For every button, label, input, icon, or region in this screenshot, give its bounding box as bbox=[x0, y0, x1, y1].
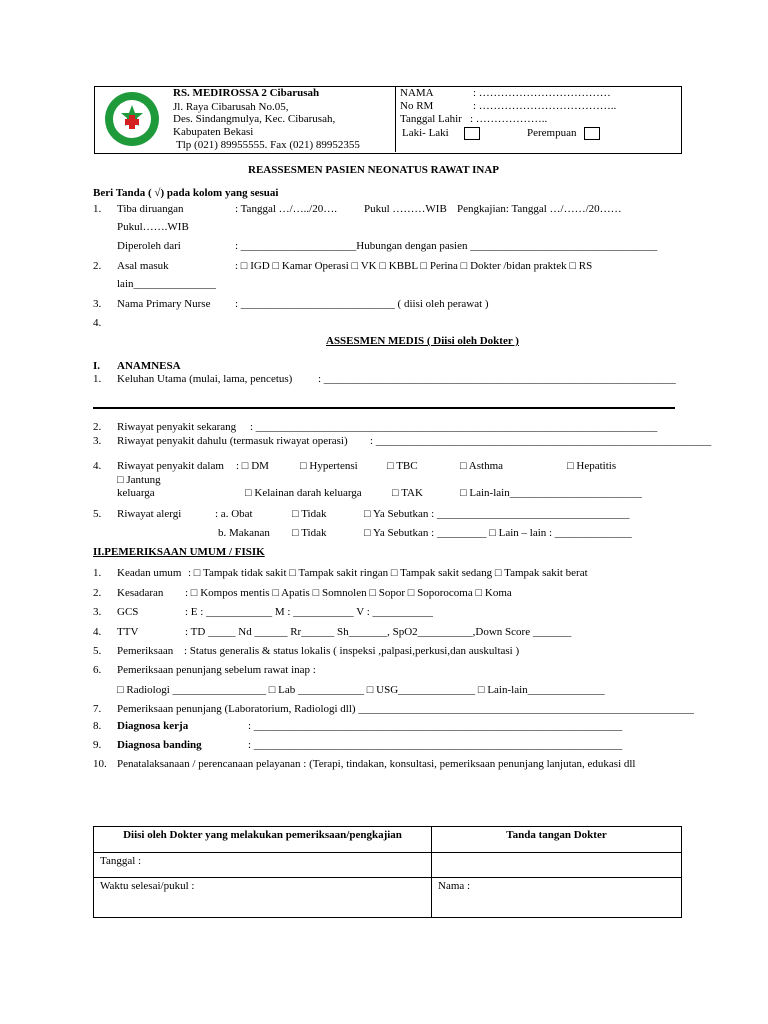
option-tak[interactable]: □ TAK bbox=[392, 487, 423, 499]
option-tbc[interactable]: □ TBC bbox=[387, 460, 418, 472]
tiba-pukul-field[interactable]: Pukul ………WIB bbox=[364, 203, 447, 215]
no-rm-field[interactable]: : ……………………………….. bbox=[473, 100, 617, 112]
sex-male-checkbox[interactable] bbox=[464, 127, 480, 140]
asal-masuk-lain-field[interactable]: lain_______________ bbox=[117, 278, 216, 290]
keluhan-utama-field[interactable]: : ________________________________________________________________ bbox=[318, 373, 676, 385]
riwayat-dalam-label: Riwayat penyakit dalam bbox=[117, 460, 224, 472]
pengkajian-pukul-field[interactable]: Pukul…….WIB bbox=[117, 221, 189, 233]
ttv-label: TTV bbox=[117, 626, 139, 638]
primary-nurse-label: Nama Primary Nurse bbox=[117, 298, 211, 310]
diagnosa-banding-label: Diagnosa banding bbox=[117, 739, 202, 751]
item-number: 10. bbox=[93, 758, 107, 770]
option-jantung[interactable]: □ Jantung bbox=[117, 474, 161, 486]
hospital-name: RS. MEDIROSSA 2 Cibarusah bbox=[173, 87, 320, 99]
item-number: 4. bbox=[93, 626, 102, 638]
sig-header-left: Diisi oleh Dokter yang melakukan pemeriksaan/pengkajian bbox=[94, 827, 432, 853]
asal-masuk-options[interactable]: : □ IGD □ Kamar Operasi □ VK □ KBBL □ Perina □ Dokter /bidan praktek □ RS bbox=[235, 260, 593, 272]
diperoleh-field[interactable]: : _____________________Hubungan dengan pasien __________________________________ bbox=[235, 240, 658, 252]
alergi-makanan-label: b. Makanan bbox=[218, 527, 270, 539]
alergi-makanan-ya[interactable]: □ Ya Sebutkan : _________ □ Lain – lain : ______________ bbox=[364, 527, 632, 539]
sex-male-label: Laki- Laki bbox=[402, 127, 449, 139]
diagnosa-banding-field[interactable]: : ___________________________________________________________________ bbox=[248, 739, 623, 751]
tanda-tangan-cell[interactable] bbox=[432, 853, 682, 878]
gcs-label: GCS bbox=[117, 606, 139, 618]
item-number: 5. bbox=[93, 508, 102, 520]
option-kelainan-darah[interactable]: □ Kelainan darah keluarga bbox=[245, 487, 362, 499]
keluhan-utama-label: Keluhan Utama (mulai, lama, pencetus) bbox=[117, 373, 293, 385]
item-number: 6. bbox=[93, 664, 102, 676]
option-hypertensi[interactable]: □ Hypertensi bbox=[300, 460, 358, 472]
riwayat-sekarang-field[interactable]: : _________________________________________________________________________ bbox=[250, 421, 658, 433]
sex-female-label: Perempuan bbox=[527, 127, 577, 139]
tanggal-lahir-field[interactable]: : ……………….. bbox=[470, 113, 548, 125]
item-number: 1. bbox=[93, 203, 102, 215]
item-number: 3. bbox=[93, 435, 102, 447]
alergi-obat-label: : a. Obat bbox=[215, 508, 253, 520]
pengkajian-field[interactable]: Pengkajian: Tanggal …/……/20…… bbox=[457, 203, 622, 215]
assesmen-medis-title: ASSESMEN MEDIS ( Diisi oleh Dokter ) bbox=[326, 335, 519, 347]
tiba-diruangan-label: Tiba diruangan bbox=[117, 203, 184, 215]
ttv-field[interactable]: : TD _____ Nd ______ Rr______ Sh_______, SpO2__________,Down Score _______ bbox=[185, 626, 572, 638]
item-number: 2. bbox=[93, 587, 102, 599]
asal-masuk-label: Asal masuk bbox=[117, 260, 169, 272]
nama-label: NAMA bbox=[400, 87, 434, 99]
keadaan-umum-options[interactable]: : □ Tampak tidak sakit □ Tampak sakit ringan □ Tampak sakit sedang □ Tampak sakit berat bbox=[188, 567, 588, 579]
nama-dokter-field[interactable]: Nama : bbox=[432, 878, 682, 918]
tiba-tanggal-field[interactable]: : Tanggal …/…../20…. bbox=[235, 203, 337, 215]
option-dm[interactable]: : □ DM bbox=[236, 460, 269, 472]
penunjang-sebelum-options[interactable]: □ Radiologi _________________ □ Lab ____________ □ USG______________ □ Lain-lain______________ bbox=[117, 684, 605, 696]
form-title: REASSESMEN PASIEN NEONATUS RAWAT INAP bbox=[248, 164, 500, 176]
sex-female-checkbox[interactable] bbox=[584, 127, 600, 140]
diperoleh-label: Diperoleh dari bbox=[117, 240, 181, 252]
hospital-logo bbox=[104, 91, 160, 147]
item-number: 1. bbox=[93, 373, 102, 385]
riwayat-dahulu-field[interactable]: : _____________________________________________________________ bbox=[370, 435, 712, 447]
item-number: 3. bbox=[93, 606, 102, 618]
hospital-address-line-2: Des. Sindangmulya, Kec. Cibarusah, bbox=[173, 113, 336, 125]
alergi-makanan-tidak[interactable]: □ Tidak bbox=[292, 527, 327, 539]
riwayat-sekarang-label: Riwayat penyakit sekarang bbox=[117, 421, 237, 433]
penatalaksanaan-label: Penatalaksanaan / perencanaan pelayanan : (Terapi, tindakan, konsultasi, pemeriksaan penunjang lanjutan, edukasi dll bbox=[117, 758, 636, 770]
tanggal-lahir-label: Tanggal Lahir bbox=[400, 113, 462, 125]
item-number: 4. bbox=[93, 460, 102, 472]
item-number: 3. bbox=[93, 298, 102, 310]
option-asthma[interactable]: □ Asthma bbox=[460, 460, 504, 472]
kesadaran-options[interactable]: : □ Kompos mentis □ Apatis □ Somnolen □ Sopor □ Soporocoma □ Koma bbox=[185, 587, 512, 599]
nama-field[interactable]: : ……………………………… bbox=[473, 87, 611, 99]
penunjang-sebelum-label: Pemeriksaan penunjang sebelum rawat inap : bbox=[117, 664, 316, 676]
keluarga-label: keluarga bbox=[117, 487, 155, 499]
signature-table bbox=[93, 826, 682, 918]
alergi-obat-ya[interactable]: □ Ya Sebutkan : ___________________________________ bbox=[364, 508, 630, 520]
primary-nurse-field[interactable]: : ____________________________ ( diisi oleh perawat ) bbox=[235, 298, 489, 310]
hospital-address-line-3: Kabupaten Bekasi bbox=[173, 126, 254, 138]
item-number: 2. bbox=[93, 421, 102, 433]
no-rm-label: No RM bbox=[400, 100, 434, 112]
pemeriksaan-title: II.PEMERIKSAAN UMUM / FISIK bbox=[93, 546, 265, 558]
header-divider bbox=[395, 86, 396, 152]
item-number: 1. bbox=[93, 567, 102, 579]
riwayat-dahulu-label: Riwayat penyakit dahulu (termasuk riwayat operasi) bbox=[117, 435, 348, 447]
item-number: 2. bbox=[93, 260, 102, 272]
keluhan-extra-line[interactable] bbox=[93, 407, 675, 409]
instruction-text: Beri Tanda ( √) pada kolom yang sesuai bbox=[93, 187, 279, 199]
alergi-obat-tidak[interactable]: □ Tidak bbox=[292, 508, 327, 520]
sig-header-right: Tanda tangan Dokter bbox=[432, 827, 682, 853]
diagnosa-kerja-field[interactable]: : ___________________________________________________________________ bbox=[248, 720, 623, 732]
gcs-field[interactable]: : E : ____________ M : ___________ V : ___________ bbox=[185, 606, 434, 618]
penunjang-lab-field[interactable]: Pemeriksaan penunjang (Laboratorium, Radiologi dll) _____________________________________________________________ bbox=[117, 703, 694, 715]
pemeriksaan-label: Pemeriksaan bbox=[117, 645, 174, 657]
item-number: 7. bbox=[93, 703, 102, 715]
item-number: 4. bbox=[93, 317, 102, 329]
option-hepatitis[interactable]: □ Hepatitis bbox=[567, 460, 617, 472]
riwayat-alergi-label: Riwayat alergi bbox=[117, 508, 182, 520]
hospital-phone: Tlp (021) 89955555. Fax (021) 89952355 bbox=[176, 139, 360, 151]
pemeriksaan-status-text: : Status generalis & status lokalis ( inspeksi ,palpasi,perkusi,dan auskultasi ) bbox=[184, 645, 520, 657]
tanggal-field[interactable]: Tanggal : bbox=[94, 853, 432, 878]
item-number: 8. bbox=[93, 720, 102, 732]
section-roman-numeral: I. bbox=[93, 360, 101, 372]
anamnesa-title: ANAMNESA bbox=[117, 360, 181, 372]
waktu-selesai-field[interactable]: Waktu selesai/pukul : bbox=[94, 878, 432, 918]
kesadaran-label: Kesadaran bbox=[117, 587, 164, 599]
diagnosa-kerja-label: Diagnosa kerja bbox=[117, 720, 189, 732]
option-lain-lain[interactable]: □ Lain-lain________________________ bbox=[460, 487, 642, 499]
item-number: 5. bbox=[93, 645, 102, 657]
item-number: 9. bbox=[93, 739, 102, 751]
hospital-address-line-1: Jl. Raya Cibarusah No.05, bbox=[173, 101, 289, 113]
keadaan-umum-label: Keadan umum bbox=[117, 567, 182, 579]
